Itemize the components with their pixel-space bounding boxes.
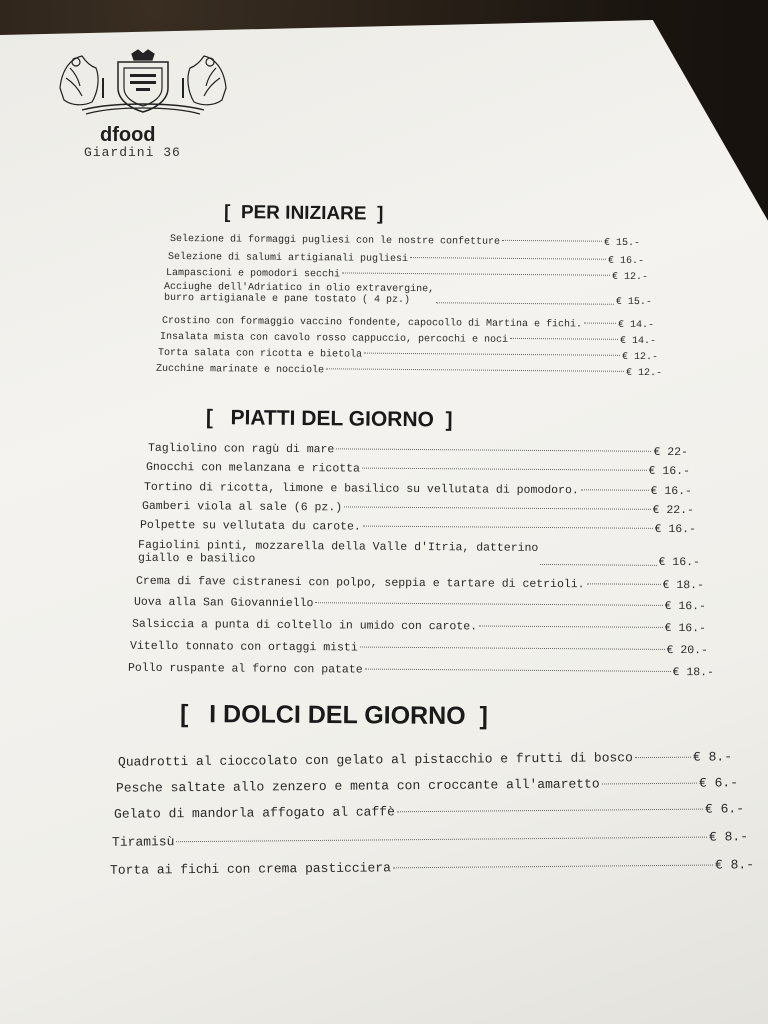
menu-item: Crostino con formaggio vaccino fondente, capocollo di Martina e fichi. € 14.- — [161, 315, 655, 332]
menu-item: Salsiccia a punta di coltello in umido con carote. € 16.- — [131, 617, 707, 636]
menu-item: Lampascioni e pomodori secchi € 12.- — [165, 267, 649, 284]
menu-item: Acciughe dell'Adriatico in olio extravergine, burro artigianale e pane tostato ( 4 pz.) € 15.- — [163, 281, 652, 309]
menu-item: Polpette su vellutata du carote. € 16.- — [139, 518, 697, 537]
menu-item: Pollo ruspante al forno con patate € 18.- — [127, 661, 715, 680]
menu-item: Uova alla San Giovanniello € 16.- — [133, 595, 707, 614]
restaurant-name: dfood — [100, 124, 156, 146]
menu-item: Selezione di formaggi pugliesi con le nostre confetture € 15.- — [169, 233, 641, 250]
menu-item: Torta salata con ricotta e bietola € 12.- — [157, 347, 659, 364]
menu-item: Pesche saltate allo zenzero e menta con croccante all'amaretto € 6.- — [115, 775, 739, 796]
section-title: [ PER INIZIARE ] — [223, 202, 384, 225]
menu-item: Torta ai fichi con crema pasticciera € 8.- — [109, 857, 755, 878]
section-title: [ PIATTI DEL GIORNO ] — [205, 406, 453, 432]
menu-item: Gnocchi con melanzana e ricotta € 16.- — [145, 460, 691, 479]
menu-item: Tortino di ricotta, limone e basilico su vellutata di pomodoro. € 16.- — [143, 480, 693, 499]
menu-item: Quadrotti al cioccolato con gelato al pistacchio e frutti di bosco € 8.- — [117, 749, 733, 770]
coat-of-arms-logo-icon — [52, 48, 234, 118]
menu-item: Tagliolino con ragù di mare € 22- — [147, 441, 689, 460]
menu-item: Vitello tonnato con ortaggi misti € 20.- — [129, 639, 709, 658]
restaurant-address: Giardini 36 — [84, 145, 181, 160]
menu-item: Insalata mista con cavolo rosso cappuccio, percochi e noci € 14.- — [159, 331, 657, 348]
menu-item: Selezione di salumi artigianali pugliesi € 16.- — [167, 251, 645, 268]
menu-item: Tiramisù € 8.- — [111, 829, 749, 850]
menu-item: Gamberi viola al sale (6 pz.) € 22.- — [141, 499, 695, 518]
section-title: [ I DOLCI DEL GIORNO ] — [179, 700, 488, 731]
menu-item: Fagiolini pinti, mozzarella della Valle d'Itria, datterino giallo e basilico € 16.- — [137, 538, 700, 570]
menu-item: Crema di fave cistranesi con polpo, seppia e tartare di cetrioli. € 18.- — [135, 574, 705, 593]
menu-item: Gelato di mandorla affogato al caffè € 6.- — [113, 801, 745, 822]
menu-item: Zucchine marinate e nocciole € 12.- — [155, 363, 663, 380]
